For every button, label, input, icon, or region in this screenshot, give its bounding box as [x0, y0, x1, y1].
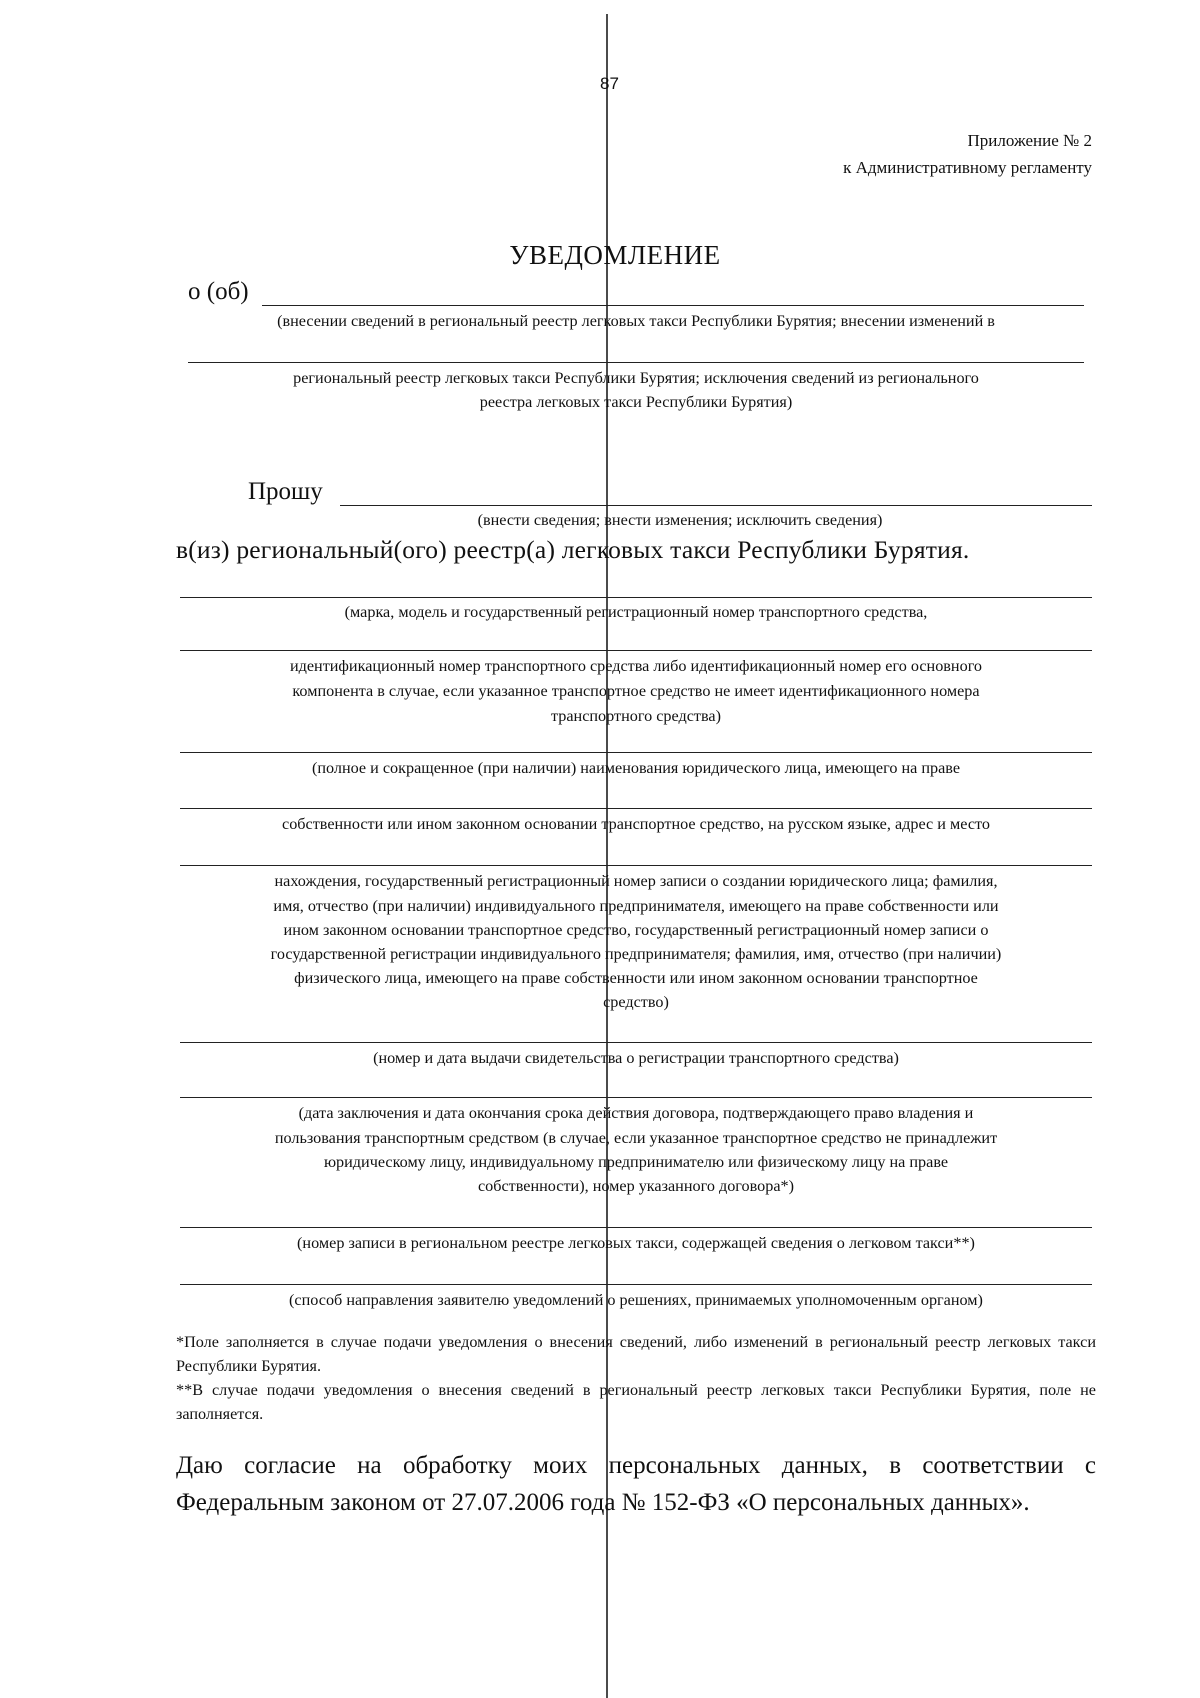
owner-input-line-3[interactable] — [180, 865, 1092, 866]
request-input-line[interactable] — [340, 505, 1092, 506]
owner-hint-2: собственности или ином законном основании транспортное средство, на русском языке, адрес и место — [282, 815, 990, 833]
vehicle-hint-2: идентификационный номер транспортного средства либо идентификационный номер его основного — [289, 657, 983, 675]
owner-hint-5: ином законном основании транспортное средство, государственный регистрационный номер записи о — [283, 921, 989, 939]
vehicle-input-line[interactable] — [180, 597, 1092, 598]
vehicle-hint-1: (марка, модель и государственный регистрационный номер транспортного средства, — [344, 603, 928, 621]
owner-hint-1: (полное и сокращенное (при наличии) наименования юридического лица, имеющего на праве — [311, 759, 961, 777]
about-hint-2: региональный реестр легковых такси Республики Бурятия; исключения сведений из регионального — [293, 369, 979, 387]
record-hint: (номер записи в региональном реестре легковых такси, содержащей сведения о легковом такси**) — [297, 1234, 975, 1252]
owner-input-line-2[interactable] — [180, 808, 1092, 809]
owner-input-line[interactable] — [180, 752, 1092, 753]
method-input-line[interactable] — [180, 1284, 1092, 1285]
contract-hint-2: пользования транспортным средством (в случае, если указанное транспортное средство не принадлежит — [274, 1129, 998, 1147]
about-hint-1: (внесении сведений в региональный реестр легковых такси Республики Бурятия; внесении изменений в — [277, 312, 995, 330]
about-input-line[interactable] — [262, 305, 1084, 306]
contract-hint-3: юридическому лицу, индивидуальному предпринимателю или физическому лицу на праве — [323, 1153, 949, 1171]
registry-statement: в(из) региональный(ого) реестр(а) легковых такси Республики Бурятия. — [176, 535, 970, 564]
request-hint: (внести сведения; внести изменения; исключить сведения) — [477, 511, 883, 529]
footnote-1: *Поле заполняется в случае подачи уведомления о внесения сведений, либо изменений в региональный реестр легковых такси Республики Бурятия. — [176, 1333, 1096, 1375]
method-hint: (способ направления заявителю уведомлений о решениях, принимаемых уполномоченным органом) — [289, 1291, 983, 1309]
vehicle-hint-3: компонента в случае, если указанное транспортное средство не имеет идентификационного номера — [292, 682, 980, 700]
annex-line-1: Приложение № 2 — [967, 131, 1092, 150]
record-input-line[interactable] — [180, 1227, 1092, 1228]
about-label: о (об) — [188, 278, 249, 305]
consent-paragraph: Даю согласие на обработку моих персональных данных, в соответствии с Федеральным законом от 27.07.2006 года № 152-ФЗ «О персональных данных». — [176, 1452, 1096, 1516]
annex-line-2: к Административному регламенту — [843, 158, 1092, 177]
certificate-hint: (номер и дата выдачи свидетельства о регистрации транспортного средства) — [373, 1049, 899, 1067]
about-hint-3: реестра легковых такси Республики Бурятия) — [479, 393, 793, 411]
page-number: 87 — [600, 74, 619, 93]
contract-hint-1: (дата заключения и дата окончания срока действия договора, подтверждающего право владения и — [298, 1104, 974, 1122]
footnote-2: **В случае подачи уведомления о внесения сведений в региональный реестр легковых такси Республики Бурятия, поле не заполняется. — [176, 1381, 1096, 1423]
document-title: УВЕДОМЛЕНИЕ — [509, 240, 721, 270]
about-input-line-2[interactable] — [188, 362, 1084, 363]
certificate-input-line[interactable] — [180, 1042, 1092, 1043]
owner-hint-4: имя, отчество (при наличии) индивидуального предпринимателя, имеющего на праве собственности или — [273, 897, 999, 915]
owner-hint-6: государственной регистрации индивидуального предпринимателя; фамилия, имя, отчество (при наличии) — [270, 945, 1002, 963]
contract-hint-4: собственности), номер указанного договора*) — [477, 1177, 795, 1195]
owner-hint-8: средство) — [603, 993, 669, 1011]
owner-hint-7: физического лица, имеющего на праве собственности или ином законном основании транспортное — [294, 969, 978, 987]
vehicle-hint-4: транспортного средства) — [551, 707, 721, 725]
owner-hint-3: нахождения, государственный регистрационный номер записи о создании юридического лица; фамилия, — [274, 872, 998, 890]
vehicle-input-line-2[interactable] — [180, 650, 1092, 651]
request-label: Прошу — [248, 478, 323, 505]
contract-input-line[interactable] — [180, 1097, 1092, 1098]
annex-header — [843, 127, 1092, 181]
